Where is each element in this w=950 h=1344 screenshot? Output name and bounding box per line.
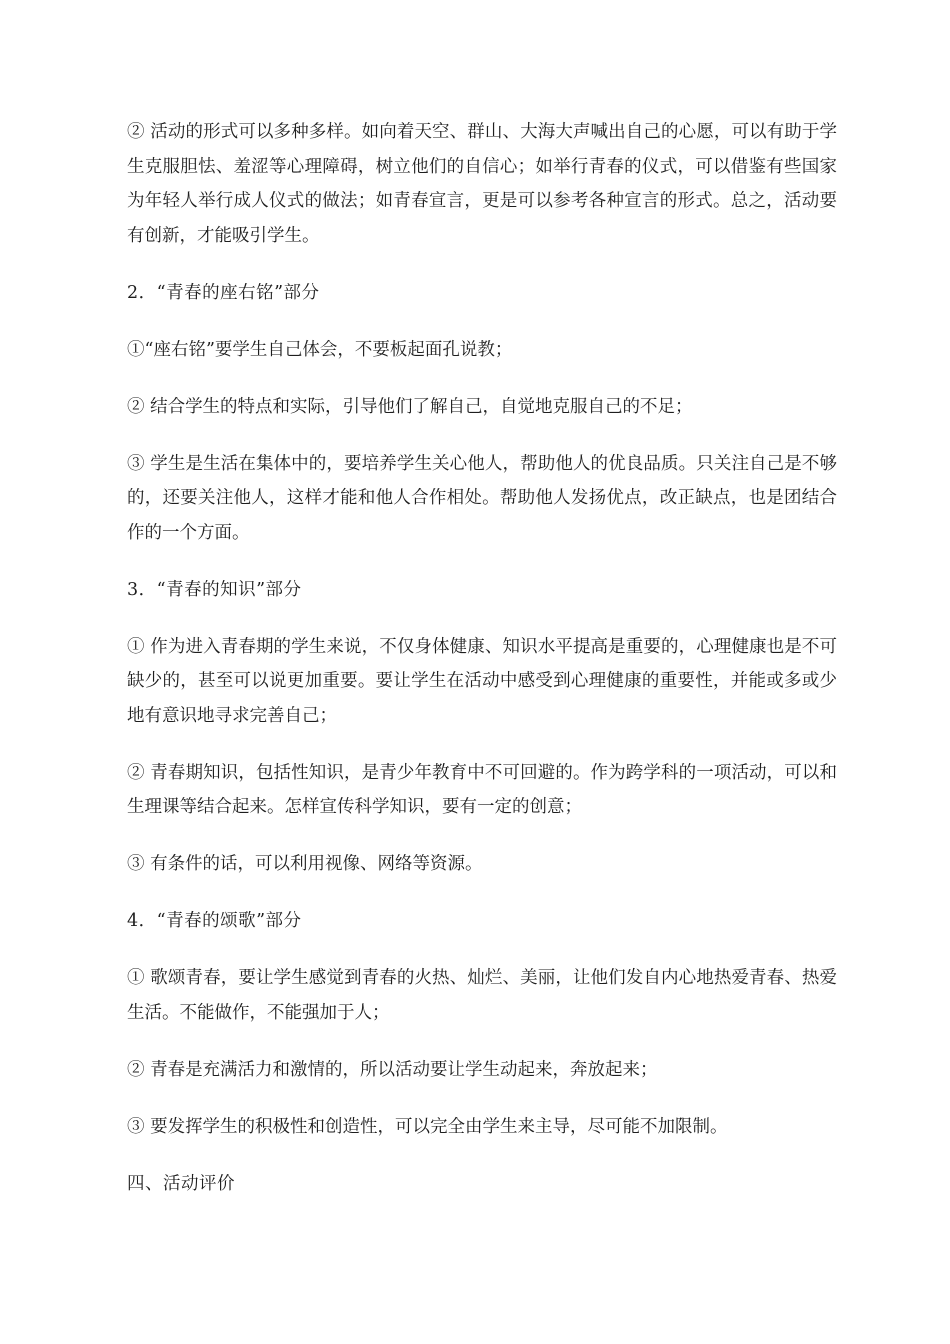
list-item-ode-3: ③ 要发挥学生的积极性和创造性，可以完全由学生来主导，尽可能不加限制。 (127, 1116, 728, 1137)
list-item-knowledge-2: ② 青春期知识，包括性知识，是青少年教育中不可回避的。作为跨学科的一项活动，可以和生理课等结合起来。怎样宣传科学知识，要有一定的创意； (127, 762, 837, 817)
list-item-knowledge-3: ③ 有条件的话，可以利用视像、网络等资源。 (127, 854, 483, 874)
list-item-motto-2: ② 结合学生的特点和实际，引导他们了解自己，自觉地克服自己的不足； (127, 396, 693, 417)
list-item-ode-2: ② 青春是充满活力和激情的，所以活动要让学生动起来，奔放起来； (127, 1059, 658, 1080)
list-item-knowledge-1: ① 作为进入青春期的学生来说，不仅身体健康、知识水平提高是重要的，心理健康也是不可缺少的，甚至可以说更加重要。要让学生在活动中感受到心理健康的重要性，并能或多或少地有意识地寻求完善自己； (127, 636, 837, 726)
section-heading-motto: 2．“青春的座右铭”部分 (127, 282, 320, 303)
document-body (127, 115, 837, 1224)
section-heading-knowledge: 3．“青春的知识”部分 (127, 579, 302, 600)
paragraph-activity-forms: ② 活动的形式可以多种多样。如向着天空、群山、大海大声喊出自己的心愿，可以有助于学生克服胆怯、羞涩等心理障碍，树立他们的自信心；如举行青春的仪式，可以借鉴有些国家为年轻人举行成人仪式的做法；如青春宣言，更是可以参考各种宣言的形式。总之，活动要有创新，才能吸引学生。 (127, 122, 837, 246)
list-item-ode-1: ① 歌颂青春，要让学生感觉到青春的火热、灿烂、美丽，让他们发自内心地热爱青春、热爱生活。不能做作，不能强加于人； (127, 968, 837, 1023)
section-heading-ode: 4．“青春的颂歌”部分 (127, 911, 302, 931)
list-item-motto-3: ③ 学生是生活在集体中的，要培养学生关心他人，帮助他人的优良品质。只关注自己是不够的，还要关注他人，这样才能和他人合作相处。帮助他人发扬优点，改正缺点，也是团结合作的一个方面。 (127, 453, 837, 543)
list-item-motto-1: ①“座右铭”要学生自己体会，不要板起面孔说教； (127, 339, 513, 360)
section-heading-evaluation: 四、活动评价 (127, 1173, 235, 1194)
